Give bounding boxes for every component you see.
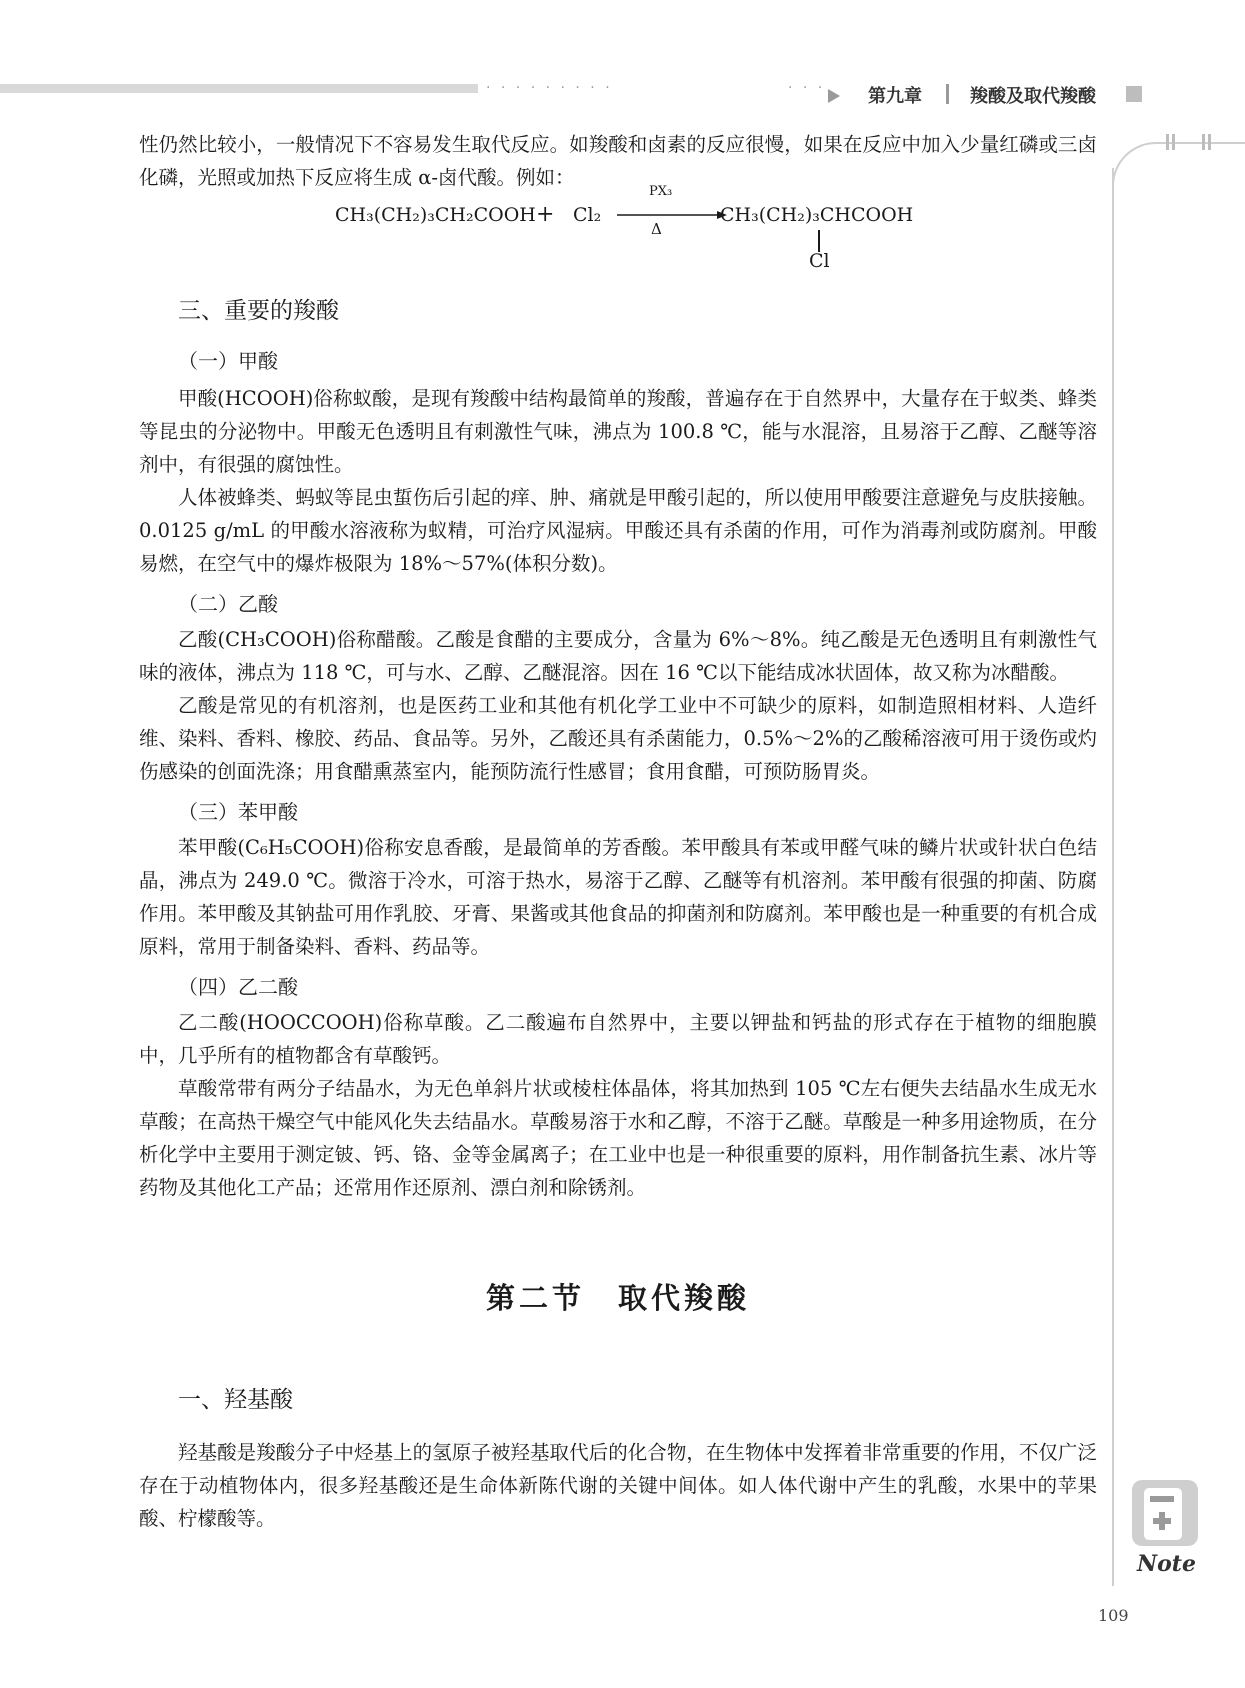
paragraph: 乙二酸(HOOCCOOH)俗称草酸。乙二酸遍布自然界中，主要以钾盐和钙盐的形式存在于植物的细胞膜中，几乎所有的植物都含有草酸钙。 xyxy=(139,1011,1097,1067)
plus-sign: + xyxy=(536,202,555,227)
paragraph: 草酸常带有两分子结晶水，为无色单斜片状或棱柱体晶体，将其加热到 105 ℃左右便失去结晶水生成无水草酸；在高热干燥空气中能风化失去结晶水。草酸易溶于水和乙醇，不溶于乙醚。草酸是一种多用途物质，在分析化学中主要用于测定铍、钙、铬、金等金属离子；在工业中也是一种很重要的原料，用作制备抗生素、冰片等药物及其他化工产品；还常用作还原剂、漂白剂和除锈剂。 xyxy=(139,1077,1097,1199)
page-number: 109 xyxy=(1098,1606,1129,1625)
reactant-1: CH₃(CH₂)₃CH₂COOH xyxy=(335,204,536,226)
margin-tick xyxy=(1202,134,1205,150)
header-decor-bar xyxy=(0,84,478,93)
chapter-section-title: 第二节 取代羧酸 xyxy=(485,1281,750,1315)
header-dots: · · · · · · · · · xyxy=(486,80,613,96)
subsection-heading: （一）甲酸 xyxy=(178,349,278,373)
product: CH₃(CH₂)₃CHCOOH xyxy=(720,204,914,226)
header-title: 羧酸及取代羧酸 xyxy=(970,86,1096,107)
bond-line xyxy=(818,230,820,252)
paragraph: 甲酸(HCOOH)俗称蚁酸，是现有羧酸中结构最简单的羧酸，普遍存在于自然界中，大量存在于蚁类、蜂类等昆虫的分泌物中。甲酸无色透明且有刺激性气味，沸点为 100.8 ℃，能与水混溶，且易溶于乙醇、乙醚等溶剂中，有很强的腐蚀性。 xyxy=(139,387,1097,476)
section-heading: 一、羟基酸 xyxy=(178,1387,293,1413)
paragraph: 乙酸(CH₃COOH)俗称醋酸。乙酸是食醋的主要成分，含量为 6%～8%。纯乙酸是无色透明且有刺激性气味的液体，沸点为 118 ℃，可与水、乙醇、乙醚混溶。因在 16 ℃以下能结成冰状固体，故又称为冰醋酸。 xyxy=(139,628,1097,684)
paragraph: 羟基酸是羧酸分子中烃基上的氢原子被羟基取代后的化合物，在生物体中发挥着非常重要的作用，不仅广泛存在于动植物体内，很多羟基酸还是生命体新陈代谢的关键中间体。如人体代谢中产生的乳酸，水果中的苹果酸、柠檬酸等。 xyxy=(139,1441,1097,1530)
header-chapter: 第九章 xyxy=(868,86,922,107)
condition-label: Δ xyxy=(651,220,662,238)
margin-curve xyxy=(1112,142,1174,204)
section-heading: 三、重要的羧酸 xyxy=(178,298,339,324)
header-dots-right: · · · xyxy=(788,80,826,96)
reaction-arrow-icon xyxy=(617,208,727,222)
paragraph: 人体被蜂类、蚂蚁等昆虫蜇伤后引起的痒、肿、痛就是甲酸引起的，所以使用甲酸要注意避免与皮肤接触。0.0125 g/mL 的甲酸水溶液称为蚁精，可治疗风湿病。甲酸还具有杀菌的作用，可作为消毒剂或防腐剂。甲酸易燃，在空气中的爆炸极限为 18%～57%(体积分数)。 xyxy=(139,486,1097,575)
margin-rule xyxy=(1112,168,1114,1586)
margin-tick xyxy=(1208,134,1211,150)
header-separator xyxy=(946,84,949,104)
intro-paragraph: 性仍然比较小，一般情况下不容易发生取代反应。如羧酸和卤素的反应很慢，如果在反应中加入少量红磷或三卤化磷，光照或加热下反应将生成 α-卤代酸。例如： xyxy=(139,133,1097,189)
paragraph: 苯甲酸(C₆H₅COOH)俗称安息香酸，是最简单的芳香酸。苯甲酸具有苯或甲醛气味的鳞片状或针状白色结晶，沸点为 249.0 ℃。微溶于冷水，可溶于热水，易溶于乙醇、乙醚等有机溶剂。苯甲酸有很强的抑菌、防腐作用。苯甲酸及其钠盐可用作乳胶、牙膏、果酱或其他食品的抑菌剂和防腐剂。苯甲酸也是一种重要的有机合成原料，常用于制备染料、香料、药品等。 xyxy=(139,836,1097,958)
reactant-2: Cl₂ xyxy=(573,204,602,226)
header-arrow-icon xyxy=(828,89,840,103)
margin-tick xyxy=(1172,134,1175,150)
catalyst-label: PX₃ xyxy=(649,184,673,199)
reaction-equation xyxy=(139,184,1097,272)
header-square-icon xyxy=(1126,86,1142,102)
subsection-heading: （二）乙酸 xyxy=(178,592,278,616)
subsection-heading: （三）苯甲酸 xyxy=(178,800,298,824)
subsection-heading: （四）乙二酸 xyxy=(178,975,298,999)
margin-tick xyxy=(1166,134,1169,150)
page-content xyxy=(139,128,1097,1535)
product-substituent: Cl xyxy=(809,250,830,272)
paragraph: 乙酸是常见的有机溶剂，也是医药工业和其他有机化学工业中不可缺少的原料，如制造照相材料、人造纤维、染料、香料、橡胶、药品、食品等。另外，乙酸还具有杀菌能力，0.5%～2%的乙酸稀溶液可用于烫伤或灼伤感染的创面洗涤；用食醋熏蒸室内，能预防流行性感冒；食用食醋，可预防肠胃炎。 xyxy=(139,694,1097,783)
note-label: Note xyxy=(1137,1551,1196,1577)
note-icon xyxy=(1130,1478,1200,1548)
